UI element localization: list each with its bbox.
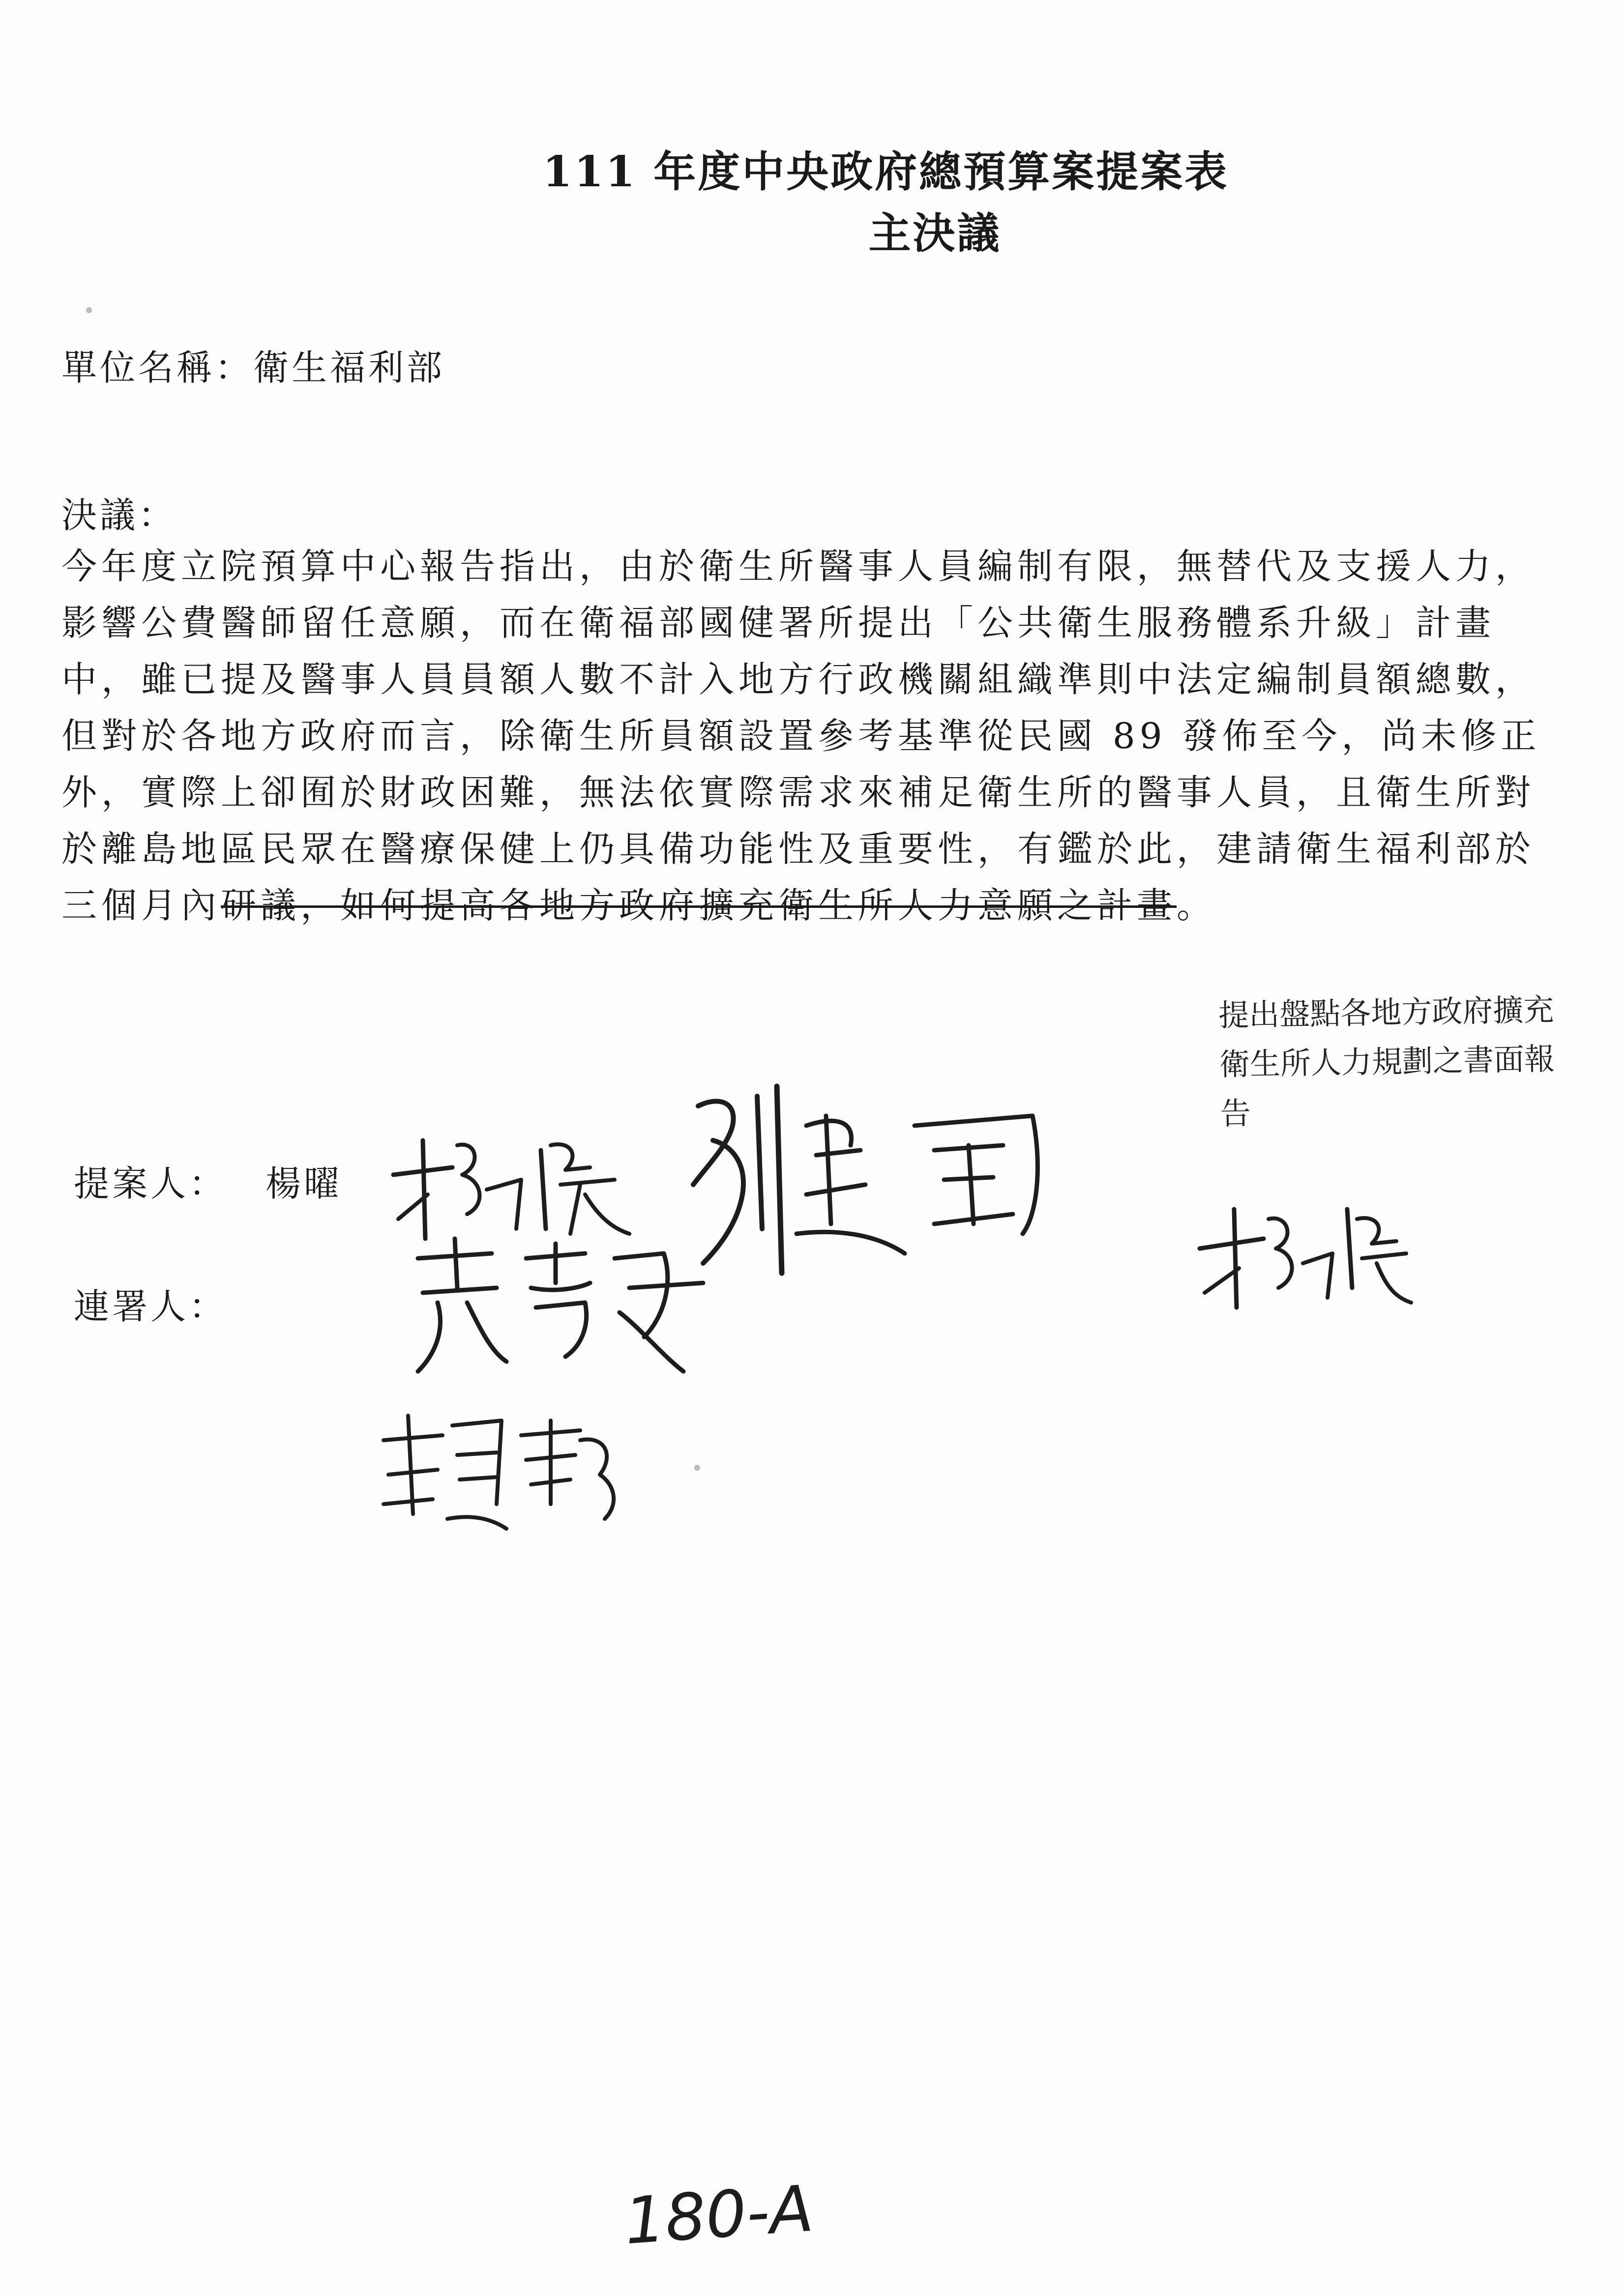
proposer-label: 提案人： [74,1163,228,1204]
cosigner-signature-1 [679,1067,1072,1278]
handwritten-amendment: 提出盤點各地方政府擴充衛生所人力規劃之書面報告 [1218,991,1555,1132]
proposer-name: 楊曜 [266,1163,343,1204]
cosigner-signature-2 [408,1229,733,1376]
resolution-body-main: 今年度立院預算中心報告指出，由於衛生所醫事人員編制有限，無替代及支援人力，影響公費醫師留任意願，而在衛福部國健署所提出「公共衛生服務體系升級」計畫中，雖已提及醫事人員員額人數不計入地方行政機關組織準則中法定編制員額總數，但對於各地方政府而言，除衛生所員額設置參考基準從民國 89 發佈至今，尚未修正外，實際上卻囿於財政困難，無法依實際需求來補足衛生所的醫事人員，且衛生所對於離島地區民眾在醫療保健上仍具備功能性及重要性，有鑑於此，建請衛生福利部於三個月內 [61,546,1541,926]
scan-speck [86,307,92,313]
struck-text: 研議，如何提高各地方政府擴充衛生所人力意願之計畫 [221,885,1177,926]
unit-name-line: 單位名稱：衛生福利部 [61,347,445,388]
resolution-body-end: 。 [1177,885,1217,926]
page-mark: 180-A [622,2171,816,2259]
cosigner-signature-3 [374,1406,629,1534]
resolution-body [61,538,1566,934]
cosigner-label: 連署人： [74,1286,228,1327]
document-subtitle: 主決議 [868,208,1002,258]
scan-speck [694,1465,700,1471]
resolution-label: 決議： [61,494,177,536]
document-title: 111 年度中央政府總預算案提案表 [542,147,1229,197]
amendment-initial-signature [1190,1190,1416,1317]
